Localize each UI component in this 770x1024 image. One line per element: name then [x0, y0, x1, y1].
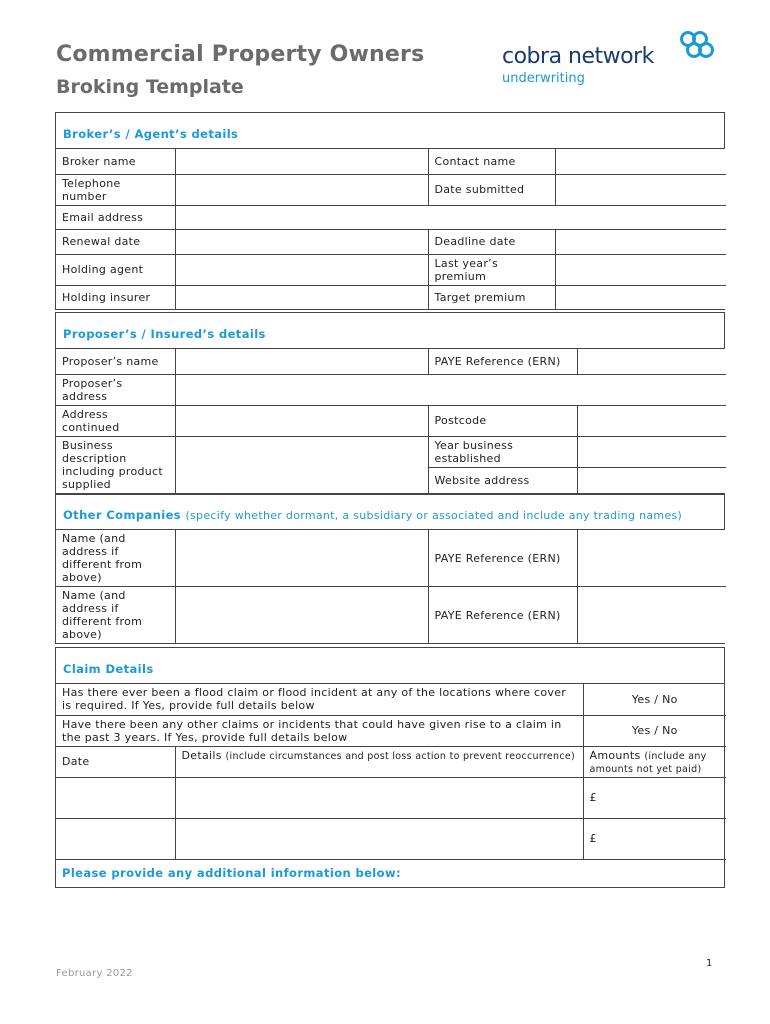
other-companies-title: Other Companies [63, 508, 182, 522]
additional-info-heading: Please provide any additional information below: [56, 859, 726, 887]
last-years-premium-label: Last year’s premium [428, 254, 555, 285]
email-label: Email address [56, 205, 175, 229]
footer-date: February 2022 [56, 968, 133, 979]
date-submitted-label: Date submitted [428, 174, 555, 205]
claims-amounts-note: (include any amounts not yet paid) [589, 750, 707, 775]
last-years-premium-field[interactable] [555, 254, 726, 285]
page-subtitle: Broking Template [56, 76, 244, 98]
proposers-table [56, 349, 726, 494]
claims-table [56, 684, 726, 887]
claims-section [55, 647, 725, 888]
other-companies-section [55, 493, 725, 644]
cobra-network-logo [502, 30, 722, 90]
other-company-2-label: Name (and address if different from above) [56, 587, 175, 644]
postcode-label: Postcode [428, 405, 577, 436]
other-company-1-paye-field[interactable] [577, 530, 726, 587]
other-companies-table [56, 530, 726, 643]
contact-name-field[interactable] [555, 149, 726, 174]
claims-details-note: (include circumstances and post loss action to prevent reoccurrence) [225, 750, 576, 762]
proposers-name-field[interactable] [175, 349, 428, 374]
paye-label: PAYE Reference (ERN) [428, 349, 577, 374]
deadline-date-label: Deadline date [428, 229, 555, 254]
other-company-1-field[interactable] [175, 530, 428, 587]
date-submitted-field[interactable] [555, 174, 726, 205]
claims-heading: Claim Details [56, 648, 724, 684]
proposers-heading: Proposer’s / Insured’s details [56, 313, 724, 349]
claim-1-details-field[interactable] [175, 777, 583, 818]
renewal-date-label: Renewal date [56, 229, 175, 254]
website-label: Website address [428, 467, 577, 493]
cobra-rings-icon [678, 30, 718, 66]
target-premium-label: Target premium [428, 285, 555, 309]
paye-field[interactable] [577, 349, 726, 374]
business-description-field[interactable] [175, 436, 428, 493]
claims-details-title: Details [181, 748, 222, 762]
address-continued-field[interactable] [175, 405, 428, 436]
brokers-section [55, 112, 725, 310]
flood-claim-question: Has there ever been a flood claim or flood incident at any of the locations where cover is required. If Yes, provide full details below [56, 684, 583, 715]
claim-2-amount-field[interactable]: £ [583, 818, 726, 859]
page-number: 1 [706, 958, 713, 969]
other-company-2-paye-label: PAYE Reference (ERN) [428, 587, 577, 644]
year-established-field[interactable] [577, 436, 726, 467]
claim-2-date-field[interactable] [56, 818, 175, 859]
other-company-1-label: Name (and address if different from above) [56, 530, 175, 587]
other-company-2-paye-field[interactable] [577, 587, 726, 644]
broker-name-field[interactable] [175, 149, 428, 174]
other-claims-yes-no[interactable]: Yes / No [583, 715, 726, 746]
other-claims-question: Have there been any other claims or incidents that could have given rise to a claim in the past 3 years. If Yes, provide full details below [56, 715, 583, 746]
other-companies-note: (specify whether dormant, a subsidiary or associated and include any trading names) [185, 509, 683, 522]
website-field[interactable] [577, 467, 726, 493]
postcode-field[interactable] [577, 405, 726, 436]
email-field[interactable] [175, 205, 726, 229]
target-premium-field[interactable] [555, 285, 726, 309]
claim-1-amount-field[interactable]: £ [583, 777, 726, 818]
flood-claim-yes-no[interactable]: Yes / No [583, 684, 726, 715]
proposers-name-label: Proposer’s name [56, 349, 175, 374]
page-title: Commercial Property Owners [56, 42, 425, 67]
brokers-heading: Broker’s / Agent’s details [56, 113, 724, 149]
claims-date-header: Date [56, 746, 175, 777]
logo-sub-text: underwriting [502, 71, 585, 86]
holding-agent-label: Holding agent [56, 254, 175, 285]
address-continued-label: Address continued [56, 405, 175, 436]
telephone-label: Telephone number [56, 174, 175, 205]
claim-2-details-field[interactable] [175, 818, 583, 859]
other-company-1-paye-label: PAYE Reference (ERN) [428, 530, 577, 587]
claims-amounts-title: Amounts [589, 748, 641, 762]
contact-name-label: Contact name [428, 149, 555, 174]
proposers-address-field[interactable] [175, 374, 726, 405]
proposers-section [55, 312, 725, 495]
proposers-address-label: Proposer’s address [56, 374, 175, 405]
business-description-label: Business description including product supplied [56, 436, 175, 493]
claims-amounts-header [583, 746, 726, 777]
other-companies-heading [56, 494, 724, 530]
holding-agent-field[interactable] [175, 254, 428, 285]
renewal-date-field[interactable] [175, 229, 428, 254]
claim-1-date-field[interactable] [56, 777, 175, 818]
holding-insurer-field[interactable] [175, 285, 428, 309]
logo-main-text: cobra network [502, 44, 654, 69]
brokers-table [56, 149, 726, 309]
broker-name-label: Broker name [56, 149, 175, 174]
other-company-2-field[interactable] [175, 587, 428, 644]
telephone-field[interactable] [175, 174, 428, 205]
deadline-date-field[interactable] [555, 229, 726, 254]
holding-insurer-label: Holding insurer [56, 285, 175, 309]
year-established-label: Year business established [428, 436, 577, 467]
claims-details-header [175, 746, 583, 777]
